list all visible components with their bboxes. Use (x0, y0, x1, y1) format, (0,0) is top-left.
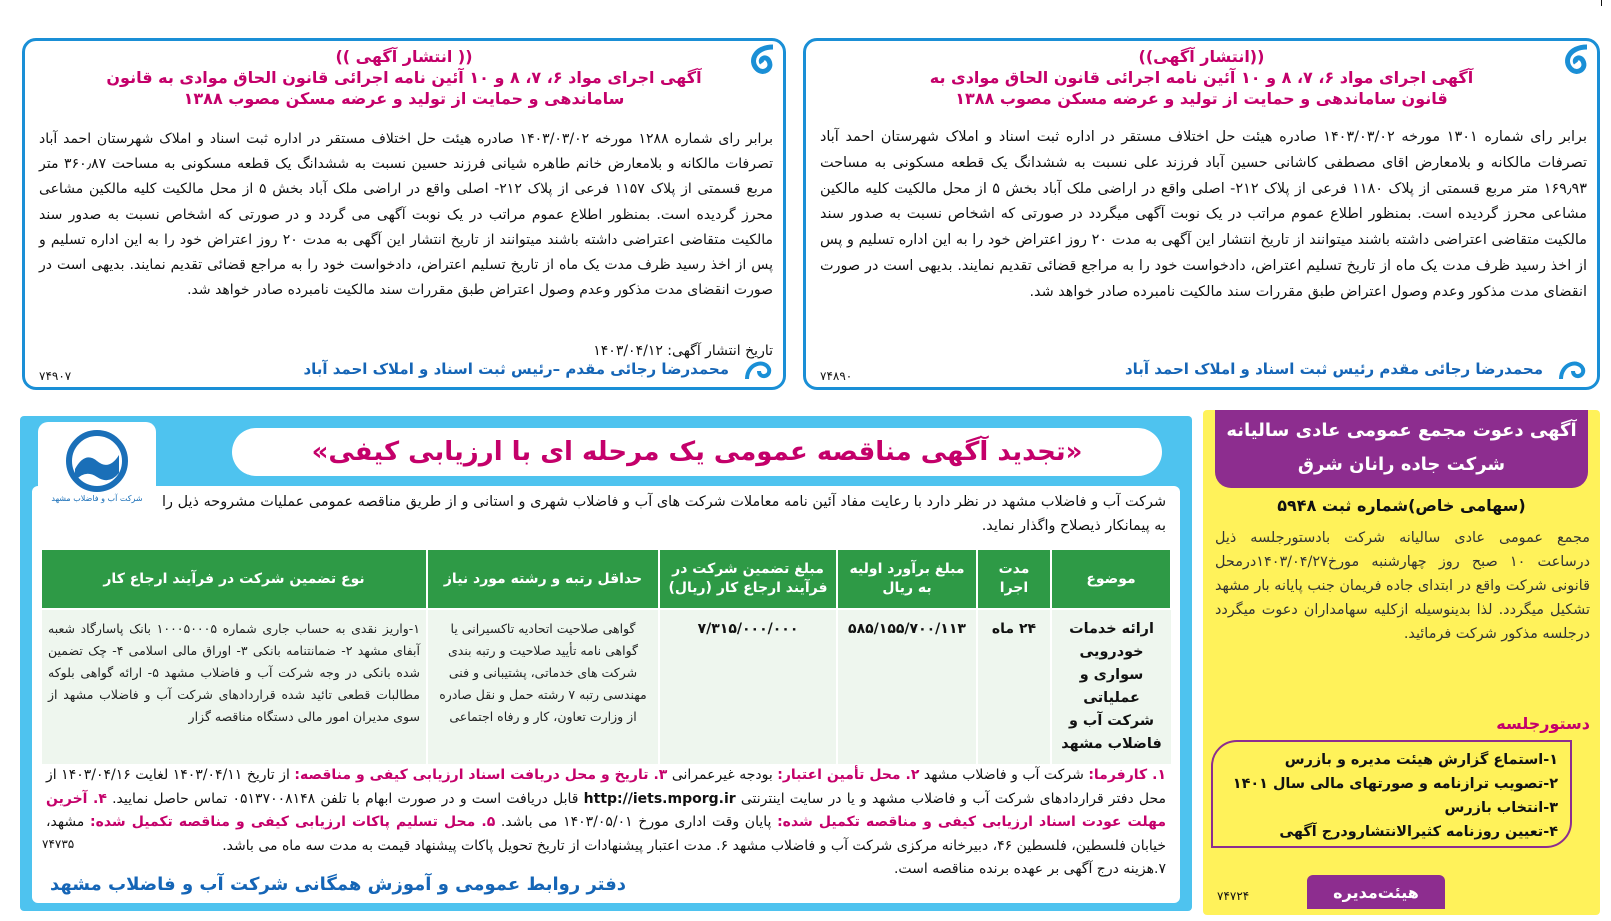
col-header-estimate: مبلغ برآورد اولیه به ریال (837, 549, 977, 609)
swirl-ornament-icon (743, 355, 773, 383)
cell-guarantee-amount: ۷/۳۱۵/۰۰۰/۰۰۰ (659, 609, 837, 764)
ad-code: ۷۴۷۲۴ (1217, 889, 1250, 903)
tender-title: «تجدید آگهی مناقصه عمومی یک مرحله ای با ارزیابی کیفی» (232, 428, 1162, 476)
swirl-ornament-icon (1557, 43, 1593, 79)
ad-label: ((انتشار آگهی)) (1138, 47, 1265, 66)
publish-date: تاریخ انتشار آگهی: ۱۴۰۳/۰۴/۱۲ (593, 343, 773, 359)
assembly-body: مجمع عمومی عادی سالیانه شرکت بادستورجلسه ذیل درساعت ۱۰ صبح روز چهارشنبه مورخ۱۴۰۳/۰۴/۲۷درمحل قانونی شرکت واقع در ابتدای جاده فریمان جنب پایانه بار مشهد تشکیل میگردد. لذا بدینوسیله ازکلیه سهامداران دعوت میگردد درجلسه مذکور شرکت فرمائید. (1215, 530, 1591, 642)
signature: محمدرضا رجائی مقدم –رئیس ثبت اسناد و املاک احمد آباد (303, 360, 729, 378)
water-drop-logo-icon (51, 429, 143, 507)
ad-body: برابر رای شماره ۱۲۸۸ مورخه ۱۴۰۳/۰۳/۰۲ صادره هیئت حل اختلاف مستقر در اداره ثبت اسناد و املاک شهرستان احمد آباد تصرفات مالکانه و بلامعارض خانم طاهره شیانی فرزند حسین نسبت به ششدانگ یک قطعه مسکونی به مساحت ۳۶۰٫۸۷ متر مربع قسمتی از پلاک ۱۱۵۷ فرعی از پلاک ۲۱۲- اصلی واقع در اراضی ملک آباد بخش ۵ از محل مالکیت کلیه مالکین مشاعی محرز گردیده است. بمنظور اطلاع عموم مراتب در یک نوبت آگهی می گردد و در صورتی که اشخاص نسبت به صدور سند مالکیت متقاضی اعتراضی داشته باشند میتوانند از تاریخ انتشار این آگهی به مدت ۲۰ روز اعتراض خود را به این اداره تسلیم و پس از اخذ رسید ظرف مدت یک ماه از تاریخ تسلیم اعتراض، دادخواست خود را به مراجع قضائی تقدیم نمایند. بدیهی است در صورت انقضای مدت مذکور وعدم وصول اعتراض طبق مقررات سند مالکیت نامبرده صادر خواهد شد. (39, 131, 774, 299)
note-text: پایان وقت اداری مورخ ۱۴۰۳/۰۵/۰۱ می باشد. (495, 814, 778, 830)
tender-url-link[interactable]: http://iets.mporg.ir (583, 790, 736, 807)
ad-registration-left (22, 38, 786, 390)
logo-caption: شرکت آب و فاضلاب مشهد (51, 494, 143, 503)
ad-registration-right (803, 38, 1600, 390)
water-company-logo (38, 422, 156, 514)
ad-code: ۷۴۷۳۵ (42, 837, 75, 851)
table-header-row (41, 549, 1171, 609)
ad-title: آگهی اجرای مواد ۶، ۷، ۸ و ۱۰ آئین نامه اجرائی قانون الحاق موادی به قانون ساماندهی و حمایت از تولید و عرضه مسکن مصوب ۱۳۸۸ (106, 68, 702, 108)
assembly-header (1215, 410, 1588, 488)
cell-estimate: ۵۸۵/۱۵۵/۷۰۰/۱۱۳ (837, 609, 977, 764)
assembly-ad (1203, 410, 1600, 915)
ad-code: ۷۴۹۰۷ (39, 369, 72, 383)
agenda-item: ۴-تعیین روزنامه کثیرالانتشارودرج آگهی (1279, 824, 1558, 840)
agenda-list (1211, 740, 1572, 848)
ad-code: ۷۴۸۹۰ (820, 369, 853, 383)
note-label: ۴. آخرین مهلت عودت اسناد ارزیابی کیفی و مناقصه تکمیل شده: (46, 790, 1166, 830)
tender-notes (46, 764, 1166, 882)
cell-min-rank: گواهی صلاحیت اتحادیه تاکسیرانی یا گواهی نامه تأیید صلاحیت و رتبه بندی شرکت های خدماتی، پشتیبانی و فنی مهندسی رتبه ۷ رشته حمل و نقل صادره از وزارت تعاون، کار و رفاه اجتماعی (427, 609, 659, 764)
col-header-subject: موضوع (1051, 549, 1171, 609)
col-header-guarantee-type: نوع تضمین شرکت در فرآیند ارجاع کار (41, 549, 427, 609)
ad-body: برابر رای شماره ۱۳۰۱ مورخه ۱۴۰۳/۰۳/۰۲ صادره هیئت حل اختلاف مستقر در اداره ثبت اسناد و املاک شهرستان احمد آباد تصرفات مالکانه و بلامعارض اقای مصطفی کاشانی حسین آباد فرزند علی نسبت به ششدانگ یک قطعه مسکونی به مساحت ۱۶۹٫۹۳ متر مربع قسمتی از پلاک ۱۱۸۰ فرعی از پلاک ۲۱۲- اصلی واقع در اراضی ملک آباد بخش ۵ از محل مالکیت کلیه مالکین مشاعی محرز گردیده است. بمنظور اطلاع عموم مراتب در یک نوبت آگهی میگردد در صورتی که اشخاص نسبت به صدور سند مالکیت متقاضی اعتراضی داشته باشند میتوانند از تاریخ انتشار این آگهی به مدت ۲۰ روز اعتراض خود را به این اداره تسلیم و پس از اخذ رسید ظرف مدت یک ماه از تاریخ تسلیم اعتراض، دادخواست خود را به مراجع قضائی تقدیم نمایند. بدیهی است در صورت انقضای مدت مذکور وعدم وصول اعتراض طبق مقررات سند مالکیت نامبرده صادر خواهد شد. (820, 129, 1588, 300)
ad-label: (( انتشار آگهی )) (335, 47, 473, 66)
signature: محمدرضا رجائی مقدم رئیس ثبت اسناد و املاک احمد آباد (1124, 360, 1543, 378)
tender-intro: شرکت آب و فاضلاب مشهد در نظر دارد با رعایت مفاد آئین نامه معاملات شرکت های آب و فاضلاب شهری و استانی و از طریق مناقصه عمومی عملیات مشروحه ذیل را به پیمانکار ذیصلاح واگذار نماید. (162, 494, 1166, 534)
cell-duration: ۲۴ ماه (977, 609, 1051, 764)
note-text: بودجه غیرعمرانی (667, 767, 778, 783)
note-text: مشهد، خیابان فلسطین، فلسطین ۴۶، دبیرخانه مرکزی شرکت آب و فاضلاب مشهد ۶. مدت اعتبار پیشنهادات از تاریخ تحویل پاکات پیشنهاد قیمت به مدت سه ماه می باشد. (46, 814, 1166, 854)
note-text: از تاریخ ۱۴۰۳/۰۴/۱۱ لغایت ۱۴۰۳/۰۴/۱۶ از محل دفتر قراردادهای شرکت آب و فاضلاب مشهد و یا در سایت اینترنتی (46, 767, 1166, 807)
tender-ad (20, 416, 1192, 911)
cell-subject: ارائه خدمات خودرویی سواری و عملیاتی شرکت آب و فاضلاب مشهد (1051, 609, 1171, 764)
tender-table (40, 548, 1172, 764)
ad-title: آگهی اجرای مواد ۶، ۷، ۸ و ۱۰ آئین نامه اجرائی قانون الحاق موادی به قانون ساماندهی و حمایت از تولید و عرضه مسکن مصوب ۱۳۸۸ (929, 68, 1474, 108)
note-label: ۲. محل تأمین اعتبار: (777, 767, 920, 783)
assembly-company: شرکت جاده رانان شرق (1297, 454, 1506, 475)
note-label: ۵. محل تسلیم پاکات ارزیابی کیفی و مناقصه تکمیل شده: (89, 814, 496, 830)
agenda-title: دستورجلسه (1496, 714, 1590, 733)
assembly-title: آگهی دعوت مجمع عمومی عادی سالیانه (1226, 420, 1577, 441)
signature-row (25, 355, 783, 383)
signature-row (806, 355, 1597, 383)
agenda-item: ۲-تصویب ترازنامه و صورتهای مالی سال ۱۴۰۱ (1232, 776, 1558, 792)
tender-footer: دفتر روابط عمومی و آموزش همگانی شرکت آب و فاضلاب مشهد (50, 874, 627, 895)
note-text: شرکت آب و فاضلاب مشهد (919, 767, 1089, 783)
board-signature: هیئت‌مدیره (1307, 875, 1445, 909)
note-label: ۱. کارفرما: (1088, 767, 1166, 783)
cell-guarantee-type: ۱-واریز نقدی به حساب جاری شماره ۱۰۰۰۵۰۰۰۵ بانک پاسارگاد شعبه آبفای مشهد ۲- ضمانتنامه بانکی ۳- اوراق مالی اسلامی ۴- چک تضمین شده بانکی در وجه شرکت آب و فاضلاب مشهد ۵- ارائه گواهی بلوکه مطالبات قطعی تائید شده قراردادهای شرکت آب و فاضلاب مشهد از سوی مدیران امور مالی دستگاه مناقصه گزار (41, 609, 427, 764)
note-text: قابل دریافت است و در صورت ابهام با تلفن ۰۵۱۳۷۰۰۸۱۴۸ تماس حاصل نمایید. (106, 790, 584, 807)
swirl-ornament-icon (743, 43, 779, 79)
note-label: ۳. تاریخ و محل دریافت اسناد ارزیابی کیفی و مناقصه: (294, 767, 668, 783)
page-corner-mark (1601, 0, 1609, 6)
col-header-guarantee-amount: مبلغ تضمین شرکت در فرآیند ارجاع کار (ریال) (659, 549, 837, 609)
agenda-item: ۱-استماع گزارش هیئت مدیره و بازرس (1284, 752, 1558, 768)
col-header-duration: مدت اجرا (977, 549, 1051, 609)
assembly-subtitle: (سهامی خاص)شماره ثبت ۵۹۴۸ (1277, 496, 1526, 515)
note-fee: ۷.هزینه درج آگهی بر عهده برنده مناقصه است. (893, 861, 1166, 877)
tender-content (32, 486, 1180, 903)
agenda-item: ۳-انتخاب بازرس (1444, 800, 1558, 816)
table-row (41, 609, 1171, 764)
swirl-ornament-icon (1557, 355, 1587, 383)
col-header-min-rank: حداقل رتبه و رشته مورد نیاز (427, 549, 659, 609)
